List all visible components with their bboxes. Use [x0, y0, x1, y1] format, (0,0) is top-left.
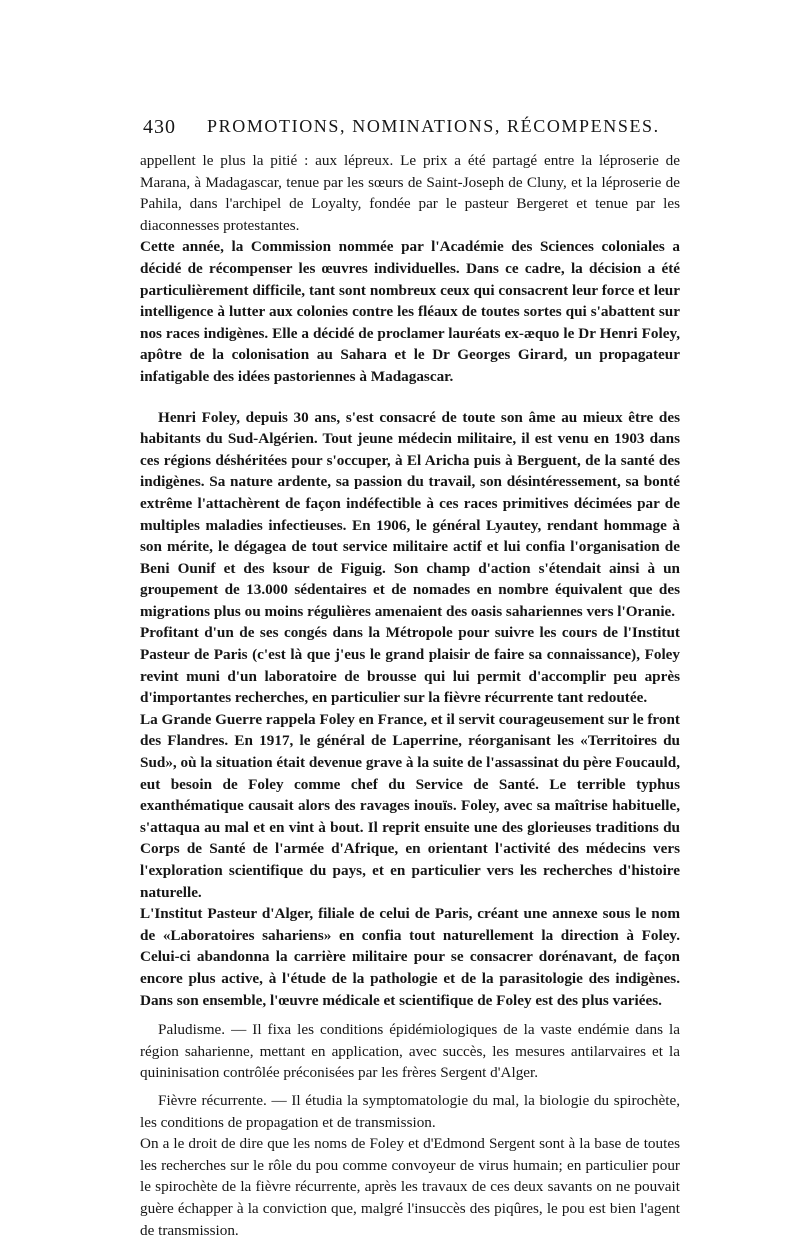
paragraph-foley-career: Henri Foley, depuis 30 ans, s'est consacré de toute son âme au mieux être des habitants du Sud-Algérien. Tout jeune médecin militaire, il est venu en 1903 dans ces régions déshéritées pour s'occuper, à El Aricha puis à Berguent, de la santé des indigènes. Sa nature ardente, sa passion du travail, son désintéressement, sa bonté extrême l'attachèrent de façon indéfectible à ces races primitives décimées par de multiples maladies infectieuses. En 1906, le général Lyautey, rendant hommage à son mérite, le dégagea de tout service militaire actif et lui confia l'organisation de Beni Ounif et des ksour de Figuig. Son champ d'action s'étendait ainsi à un groupement de 13.000 sédentaires et de nomades en nombre équivalent que des migrations plus ou moins régulières amenaient des oasis sahariennes vers l'Oranie. — [140, 408, 680, 620]
paragraph-fievre-recurrente: Fièvre récurrente. — Il étudia la symptomatologie du mal, la biologie du spirochète, les conditions de propagation et de transmission. — [140, 1091, 680, 1131]
page-body — [140, 150, 680, 1241]
paragraph-leprosy-prize: appellent le plus la pitié : aux lépreux. Le prix a été partagé entre la léproserie de Marana, à Madagascar, tenue par les sœurs de Saint-Joseph de Cluny, et la léproserie de Pahila, dans l'archipel de Loyalty, fondée par le pasteur Bergeret et tenue par les diaconnesses protestantes. — [140, 152, 680, 234]
paragraph-great-war: La Grande Guerre rappela Foley en France, et il servit courageusement sur le front des Flandres. En 1917, le général de Laperrine, réorganisant les «Territoires du Sud», où la situation était devenue grave à la suite de l'assassinat du père Foucauld, eut besoin de Foley comme chef du Service de Santé. Le terrible typhus exanthématique causait alors des ravages inouïs. Foley, avec sa maîtrise habituelle, s'attaqua au mal et en vint à bout. Il reprit ensuite une des glorieuses traditions du Corps de Santé de l'armée d'Afrique, en orientant l'activité des médecins vers l'exploration scientifique du pays, et en particulier vers les recherches d'histoire naturelle. — [140, 710, 680, 901]
paragraph-institut-pasteur: Profitant d'un de ses congés dans la Métropole pour suivre les cours de l'Institut Pasteur de Paris (c'est là que j'eus le grand plaisir de faire sa connaissance), Foley revint muni d'un laboratoire de brousse qui lui permit d'accomplir peu après d'importantes recherches, en particulier sur la fièvre récurrente tant redoutée. — [140, 624, 680, 707]
section-gap — [140, 388, 680, 407]
paragraph-commission: Cette année, la Commission nommée par l'Académie des Sciences coloniales a décidé de récompenser les œuvres individuelles. Dans ce cadre, la décision a été particulièrement difficile, tant sont nombreux ceux qui consacrent leur force et leur intelligence à lutter aux colonies contre les fléaux de toutes sortes qui s'abattent sur nos races indigènes. Elle a décidé de proclamer lauréats ex-æquo le Dr Henri Foley, apôtre de la colonisation au Sahara et le Dr Georges Girard, un propagateur infatigable des idées pastoriennes à Madagascar. — [140, 238, 680, 385]
paragraph-paludisme: Paludisme. — Il fixa les conditions épidémiologiques de la vaste endémie dans la région saharienne, mettant en application, avec succès, les mesures antilarvaires et la quininisation contrôlée préconisées par les frères Sergent d'Alger. — [140, 1021, 680, 1082]
paragraph-sergent: On a le droit de dire que les noms de Foley et d'Edmond Sergent sont à la base de toutes les recherches sur le rôle du pou comme convoyeur de virus humain; en particulier pour le spirochète de la fièvre récurrente, après les travaux de ces deux savants on ne pouvait guère échapper à la conviction que, malgré l'insuccès des piqûres, le pou est bien l'agent de transmission. — [140, 1135, 680, 1239]
running-title: PROMOTIONS, NOMINATIONS, RÉCOMPENSES. — [207, 116, 660, 136]
page-number: 430 — [143, 116, 176, 138]
section-gap — [140, 1011, 680, 1019]
paragraph-laboratoires-sahariens: L'Institut Pasteur d'Alger, filiale de celui de Paris, créant une annexe sous le nom de «Laboratoires sahariens» en confia tout naturellement la direction à Foley. Celui-ci abandonna la carrière militaire pour se consacrer dorénavant, de façon encore plus active, à l'étude de la pathologie et de la parasitologie des indigènes. Dans son ensemble, l'œuvre médicale et scientifique de Foley est des plus variées. — [140, 905, 680, 1009]
page-header — [143, 116, 679, 146]
